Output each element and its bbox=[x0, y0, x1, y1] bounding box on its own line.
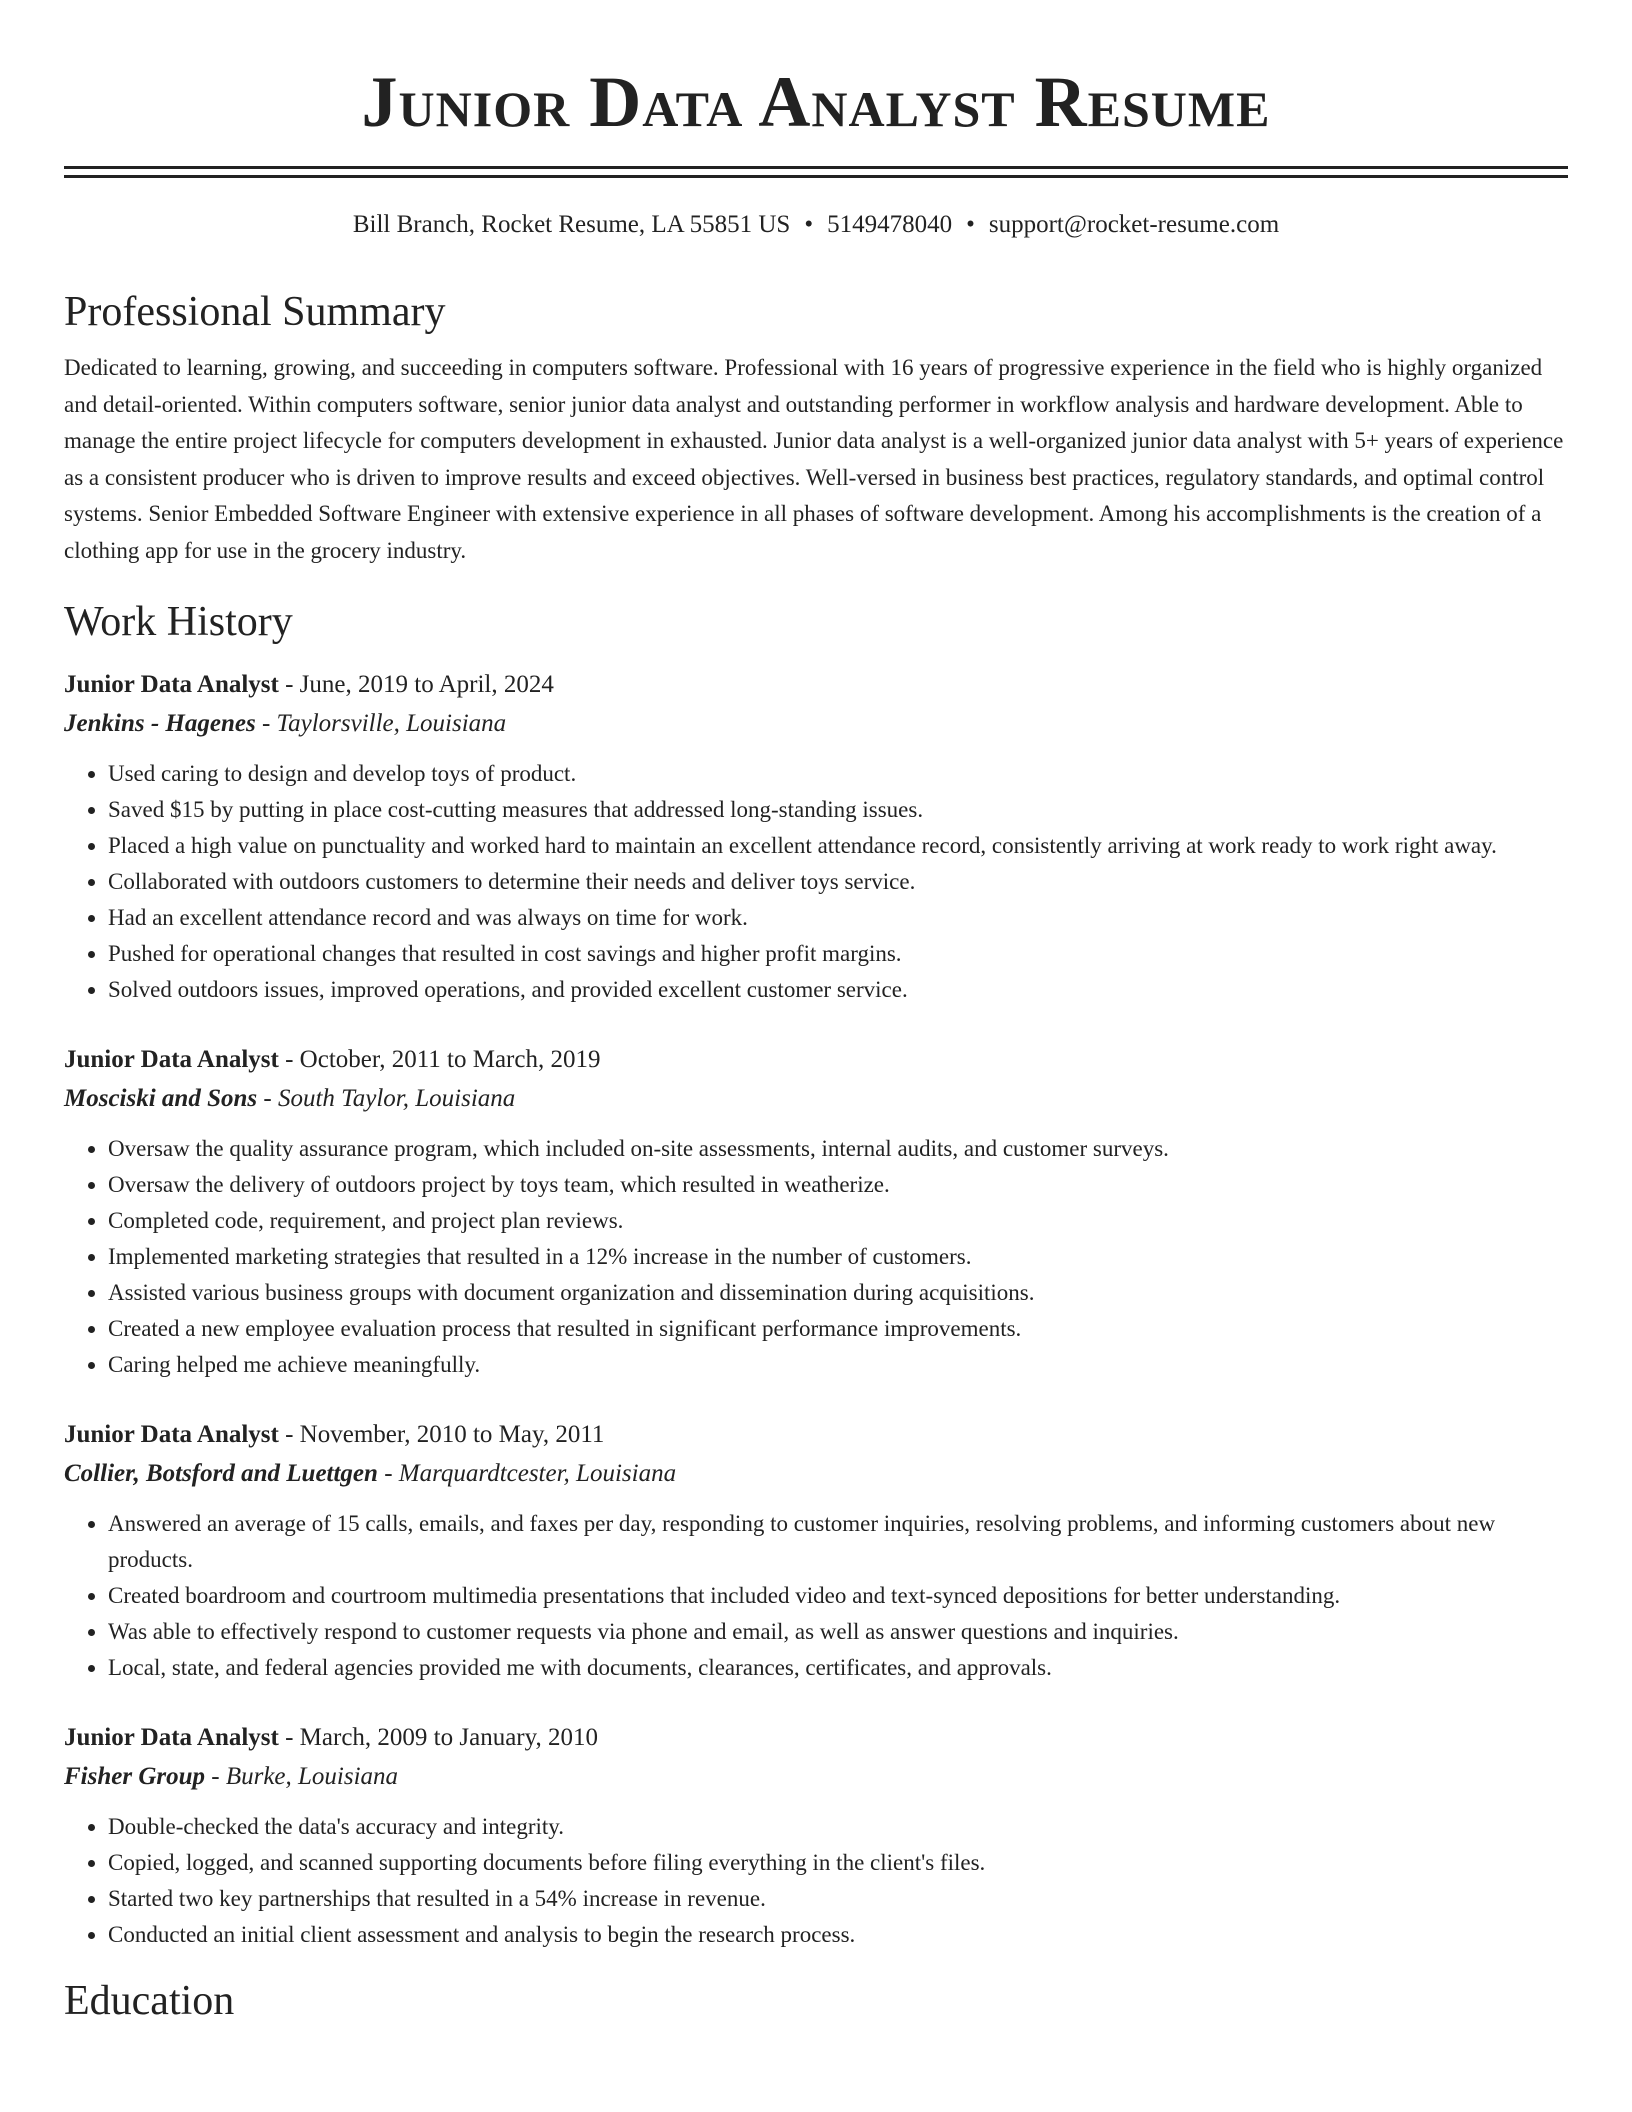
work-history-heading: Work History bbox=[64, 598, 293, 645]
duty-item: • Was able to effectively respond to customer requests via phone and email, as well as answer questions and inquiries. bbox=[108, 1614, 1568, 1650]
duty-item: • Assisted various business groups with document organization and dissemination during acquisitions. bbox=[108, 1275, 1568, 1311]
duties-list bbox=[64, 1809, 1568, 1953]
summary-text: Dedicated to learning, growing, and succeeding in computers software. Professional with 16 years of progressive experience in the field who is highly organized and detail-oriented. Within computers software, senior junior data analyst and outstanding performer in workflow analysis and hardware development. Able to manage the entire project lifecycle for computers development in exhausted. Junior data analyst is a well-organized junior data analyst with 5+ years of experience as a consistent producer who is driven to improve results and exceed objectives. Well-versed in business best practices, regulatory standards, and optimal control systems. Senior Embedded Software Engineer with extensive experience in all phases of software development. Among his accomplishments is the creation of a clothing app for use in the grocery industry. bbox=[64, 355, 1564, 563]
company-location: - South Taylor, Louisiana bbox=[263, 1084, 516, 1112]
job-title: Junior Data Analyst bbox=[64, 1420, 279, 1448]
duty-item: • Double-checked the data's accuracy and integrity. bbox=[108, 1809, 1568, 1845]
duties-list bbox=[64, 756, 1568, 1008]
job-entry bbox=[64, 1041, 1568, 1383]
company-name: Fisher Group bbox=[64, 1762, 206, 1790]
title-divider-bottom bbox=[64, 175, 1568, 178]
contact-separator: • bbox=[966, 211, 975, 238]
education-heading: Education bbox=[64, 1977, 235, 2024]
duty-item: • Created a new employee evaluation process that resulted in significant performance improvements. bbox=[108, 1311, 1568, 1347]
job-dates: - June, 2019 to April, 2024 bbox=[285, 670, 554, 698]
duty-item: • Caring helped me achieve meaningfully. bbox=[108, 1347, 1568, 1383]
company-location: - Burke, Louisiana bbox=[211, 1762, 399, 1790]
contact-email: support@rocket-resume.com bbox=[988, 211, 1280, 238]
duty-item: • Saved $15 by putting in place cost-cutting measures that addressed long-standing issues. bbox=[108, 792, 1568, 828]
duty-item: • Implemented marketing strategies that resulted in a 12% increase in the number of customers. bbox=[108, 1239, 1568, 1275]
company-line bbox=[64, 1757, 1568, 1797]
contact-separator: • bbox=[804, 211, 814, 238]
company-name: Collier, Botsford and Luettgen bbox=[64, 1459, 378, 1487]
job-dates: - March, 2009 to January, 2010 bbox=[285, 1723, 598, 1751]
job-title: Junior Data Analyst bbox=[64, 1045, 279, 1073]
duty-item: • Collaborated with outdoors customers to determine their needs and deliver toys service. bbox=[108, 864, 1568, 900]
company-line bbox=[64, 1079, 1568, 1119]
job-title-line bbox=[64, 1416, 1568, 1454]
job-dates: - October, 2011 to March, 2019 bbox=[285, 1045, 601, 1073]
company-line bbox=[64, 1454, 1568, 1494]
company-location: - Taylorsville, Louisiana bbox=[261, 709, 507, 737]
duty-item: • Local, state, and federal agencies provided me with documents, clearances, certificates, and approvals. bbox=[108, 1650, 1568, 1686]
summary-heading: Professional Summary bbox=[64, 289, 446, 335]
contact-line bbox=[64, 208, 1568, 242]
duty-item: • Started two key partnerships that resulted in a 54% increase in revenue. bbox=[108, 1881, 1568, 1917]
duty-item: • Pushed for operational changes that resulted in cost savings and higher profit margins. bbox=[108, 936, 1568, 972]
title-divider-top bbox=[64, 166, 1568, 169]
job-entry bbox=[64, 1416, 1568, 1686]
company-name: Jenkins - Hagenes bbox=[64, 709, 256, 737]
contact-phone: 5149478040 bbox=[827, 211, 953, 238]
duty-item: • Placed a high value on punctuality and worked hard to maintain an excellent attendance record, consistently arriving at work ready to work right away. bbox=[108, 828, 1568, 864]
job-title: Junior Data Analyst bbox=[64, 1723, 279, 1751]
job-entry bbox=[64, 666, 1568, 1008]
duty-item: • Created boardroom and courtroom multimedia presentations that included video and text-synced depositions for better understanding. bbox=[108, 1578, 1568, 1614]
duties-list bbox=[64, 1131, 1568, 1383]
duties-list bbox=[64, 1506, 1568, 1686]
job-title-line bbox=[64, 1041, 1568, 1079]
company-line bbox=[64, 704, 1568, 744]
duty-item: • Completed code, requirement, and project plan reviews. bbox=[108, 1203, 1568, 1239]
contact-address: Bill Branch, Rocket Resume, LA 55851 US bbox=[352, 211, 791, 238]
job-title-line bbox=[64, 666, 1568, 704]
duty-item: • Conducted an initial client assessment and analysis to begin the research process. bbox=[108, 1917, 1568, 1953]
duty-item: • Had an excellent attendance record and was always on time for work. bbox=[108, 900, 1568, 936]
job-title: Junior Data Analyst bbox=[64, 670, 279, 698]
duty-item: • Used caring to design and develop toys of product. bbox=[108, 756, 1568, 792]
job-dates: - November, 2010 to May, 2011 bbox=[285, 1420, 605, 1448]
company-location: - Marquardtcester, Louisiana bbox=[384, 1459, 677, 1487]
job-entry bbox=[64, 1719, 1568, 1953]
duty-item: • Oversaw the quality assurance program, which included on-site assessments, internal audits, and customer surveys. bbox=[108, 1131, 1568, 1167]
resume-page bbox=[64, 0, 1568, 2027]
duty-item: • Oversaw the delivery of outdoors project by toys team, which resulted in weatherize. bbox=[108, 1167, 1568, 1203]
duty-item: • Solved outdoors issues, improved operations, and provided excellent customer service. bbox=[108, 972, 1568, 1008]
duty-item: • Answered an average of 15 calls, emails, and faxes per day, responding to customer inquiries, resolving problems, and informing customers about new products. bbox=[108, 1506, 1568, 1578]
job-title-line bbox=[64, 1719, 1568, 1757]
company-name: Mosciski and Sons bbox=[64, 1084, 258, 1112]
resume-title: Junior Data Analyst Resume bbox=[361, 62, 1271, 142]
duty-item: • Copied, logged, and scanned supporting documents before filing everything in the client's files. bbox=[108, 1845, 1568, 1881]
